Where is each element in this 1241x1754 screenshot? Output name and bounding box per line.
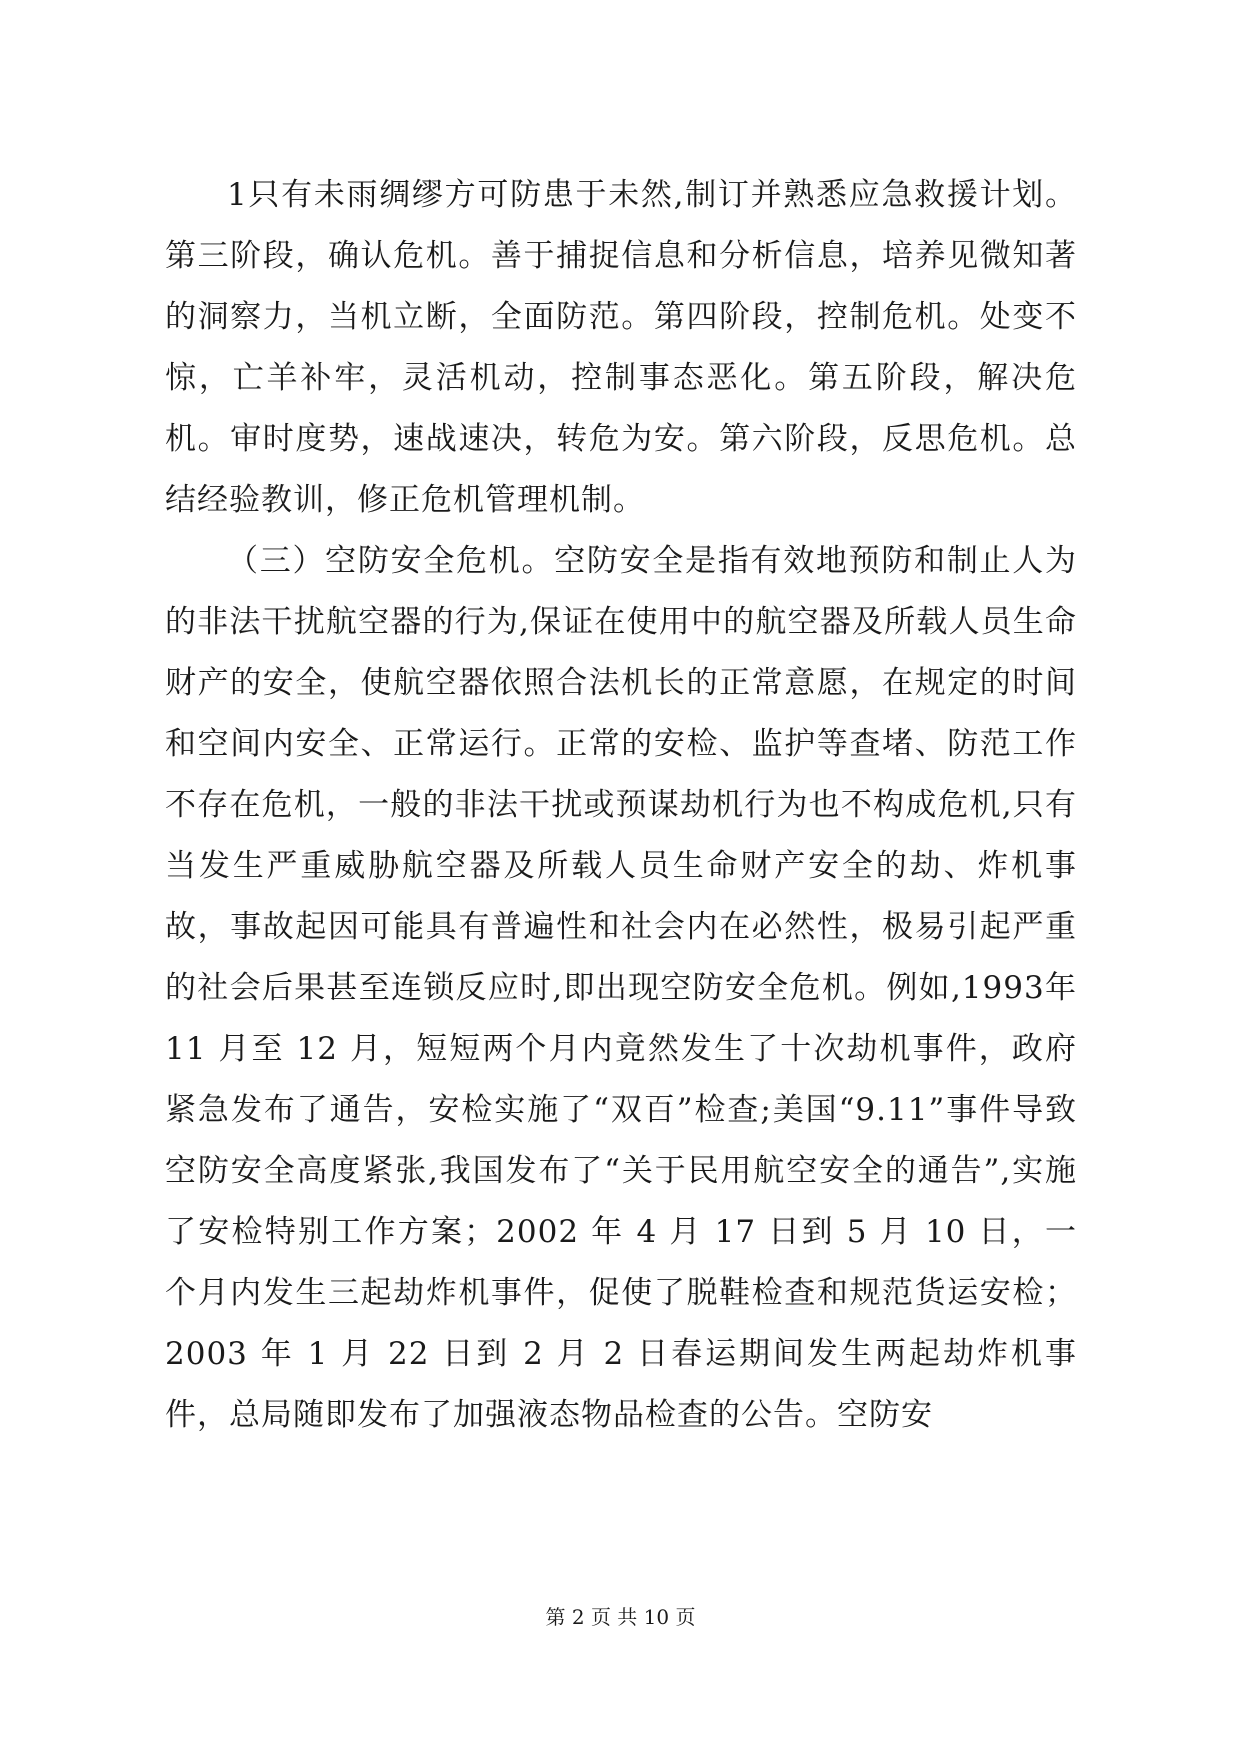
paragraph-air-defense-crisis: （三）空防安全危机。空防安全是指有效地预防和制止人为的非法干扰航空器的行为,保证在使用中的航空器及所载人员生命财产的安全，使航空器依照合法机长的正常意愿，在规定的时间和空间内安全、正常运行。正常的安检、监护等查堵、防范工作不存在危机，一般的非法干扰或预谋劫机行为也不构成危机,只有当发生严重威胁航空器及所载人员生命财产安全的劫、炸机事故，事故起因可能具有普遍性和社会内在必然性，极易引起严重的社会后果甚至连锁反应时,即出现空防安全危机。例如,1993年 11 月至 12 月，短短两个月内竟然发生了十次劫机事件，政府紧急发布了通告，安检实施了“双百”检查;美国“9.11”事件导致空防安全高度紧张,我国发布了“关于民用航空安全的通告”,实施了安检特别工作方案；2002 年 4 月 17 日到 5 月 10 日，一个月内发生三起劫炸机事件，促使了脱鞋检查和规范货运安检；2003 年 1 月 22 日到 2 月 2 日春运期间发生两起劫炸机事件，总局随即发布了加强液态物品检查的公告。空防安 <box>165 543 1077 1433</box>
page-footer: 第 2 页 共 10 页 <box>545 1605 696 1629</box>
document-body <box>165 165 1077 1446</box>
paragraph-crisis-stages: 1只有未雨绸缪方可防患于未然,制订并熟悉应急救援计划。第三阶段，确认危机。善于捕捉信息和分析信息，培养见微知著的洞察力，当机立断，全面防范。第四阶段，控制危机。处变不惊，亡羊补牢，灵活机动，控制事态恶化。第五阶段，解决危机。审时度势，速战速决，转危为安。第六阶段，反思危机。总结经验教训，修正危机管理机制。 <box>165 177 1077 518</box>
